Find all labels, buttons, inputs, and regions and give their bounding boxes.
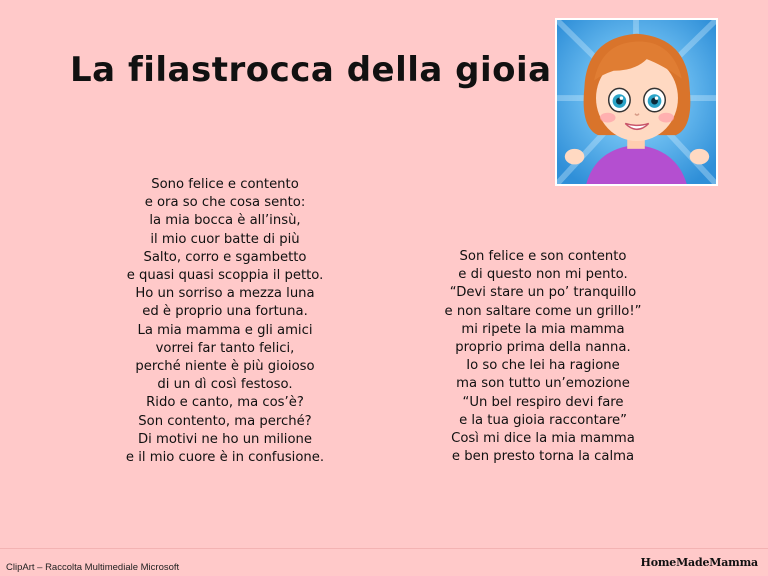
poem-line: e non saltare come un grillo!”: [444, 303, 642, 319]
poem-line: di un dì così festoso.: [157, 377, 293, 393]
poem-line: vorrei far tanto felici,: [155, 340, 295, 356]
poem-line: Sono felice e contento: [151, 177, 299, 192]
brand-logo: HomeMadeMamma: [640, 556, 758, 569]
poem-line: Rido e canto, ma cos’è?: [146, 395, 304, 411]
footer-divider: [0, 548, 768, 549]
footer-credit: ClipArt – Raccolta Multimediale Microsoft: [6, 562, 180, 573]
poem-line: “Un bel respiro devi fare: [462, 394, 624, 410]
girl-face-illustration: [555, 18, 718, 186]
poem-line: Salto, corro e sgambetto: [143, 249, 307, 265]
poem-line: “Devi stare un po’ tranquillo: [449, 285, 637, 301]
poem-line: Di motivi ne ho un milione: [138, 431, 312, 447]
page-title: La filastrocca della gioia: [70, 50, 552, 90]
poem-line: Ho un sorriso a mezza luna: [135, 286, 315, 302]
poem-line: mi ripete la mia mamma: [461, 321, 625, 337]
poem-line: e quasi quasi scoppia il petto.: [126, 268, 324, 284]
poem-line: ma son tutto un’emozione: [456, 376, 630, 392]
poem-line: il mio cuor batte di più: [150, 231, 300, 247]
poem-line: Son contento, ma perché?: [138, 413, 312, 429]
poem-line: Io so che lei ha ragione: [466, 358, 620, 374]
poem-line: proprio prima della nanna.: [455, 340, 631, 356]
poem-line: Son felice e son contento: [459, 249, 627, 264]
poem-line: La mia mamma e gli amici: [137, 322, 313, 338]
poem-line: e ben presto torna la calma: [451, 449, 635, 465]
poem-line: e di questo non mi pento.: [458, 267, 628, 283]
poem-line: e il mio cuore è in confusione.: [125, 450, 325, 466]
poem-line: Così mi dice la mia mamma: [451, 431, 635, 447]
poem-right-column: [418, 248, 668, 466]
poem-left-column: [100, 176, 350, 467]
poem-line: e la tua gioia raccontare”: [459, 412, 627, 428]
poem-line: perché niente è più gioioso: [135, 359, 315, 375]
poem-line: ed è proprio una fortuna.: [142, 304, 308, 320]
poem-line: e ora so che cosa sento:: [144, 195, 306, 211]
poem-line: la mia bocca è all’insù,: [149, 213, 301, 229]
